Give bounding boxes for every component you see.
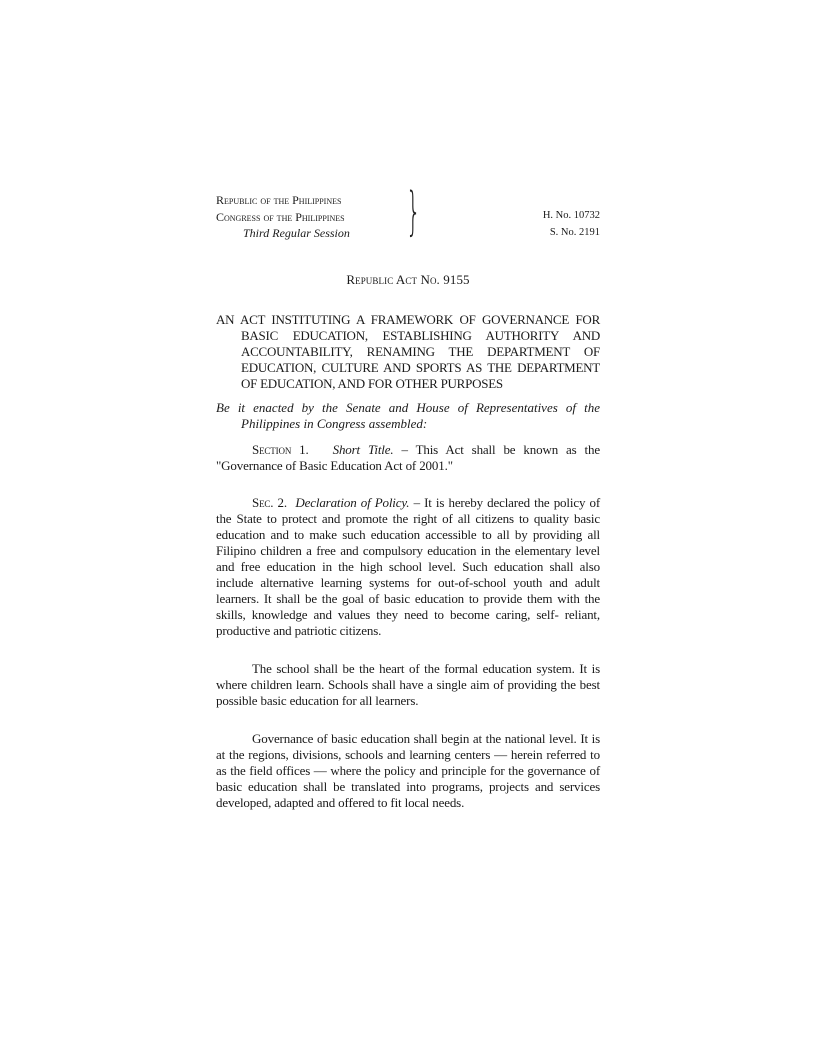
section-1-heading: Short Title.: [332, 442, 394, 457]
issuing-body: [216, 192, 350, 242]
document-page: [216, 182, 601, 811]
session-label: Third Regular Session: [243, 226, 350, 240]
section-1-text: – This Act shall be known as the "Governance of Basic Education Act of 2001.": [216, 442, 600, 473]
section-2: [216, 495, 600, 639]
paragraph-governance: Governance of basic education shall begin at the national level. It is at the regions, divisions, schools and learning centers — herein referred to as the field offices — where the policy and principle for the governance of basic education shall be translated into programs, projects and services developed, adapted and offered to fit local needs.: [216, 731, 600, 810]
house-bill-number: H. No. 10732: [542, 210, 600, 221]
paragraph-school: The school shall be the heart of the formal education system. It is where children learn. Schools shall have a single aim of providing the best possible basic education for all learners.: [216, 661, 600, 708]
section-2-label: Sec. 2.: [252, 495, 288, 510]
act-number: Republic Act No. 9155: [346, 272, 470, 287]
act-title: AN ACT INSTITUTING A FRAMEWORK OF GOVERNANCE FOR BASIC EDUCATION, ESTABLISHING AUTHORITY AND ACCOUNTABILITY, RENAMING THE DEPARTMENT OF EDUCATION, CULTURE AND SPORTS AS THE DEPARTMENT OF EDUCATION, AND FOR OTHER PURPOSES: [216, 312, 600, 391]
brace-icon: }: [406, 182, 421, 242]
section-1: [216, 442, 600, 474]
document-header: [216, 182, 600, 242]
congress-label: Congress of the Philippines: [216, 209, 345, 224]
section-2-heading: Declaration of Policy.: [295, 495, 410, 510]
bill-numbers: [543, 208, 600, 241]
section-2-text: – It is hereby declared the policy of the State to protect and promote the right of all citizens to quality basic education and to make such education accessible to all by providing all Filipino children a free and compulsory education in the elementary level and free education in the high school level. Such education shall also include alternative learning systems for out-of-school youth and adult learners. It shall be the goal of basic education to provide them with the skills, knowledge and values they need to become caring, self- reliant, productive and patriotic citizens.: [216, 495, 601, 638]
senate-bill-number: S. No. 2191: [549, 226, 600, 238]
enacting-clause: Be it enacted by the Senate and House of Representatives of the Philippines in Congress assembled:: [216, 400, 600, 431]
section-1-label: Section 1.: [252, 442, 309, 457]
republic-label: Republic of the Philippines: [216, 193, 342, 207]
